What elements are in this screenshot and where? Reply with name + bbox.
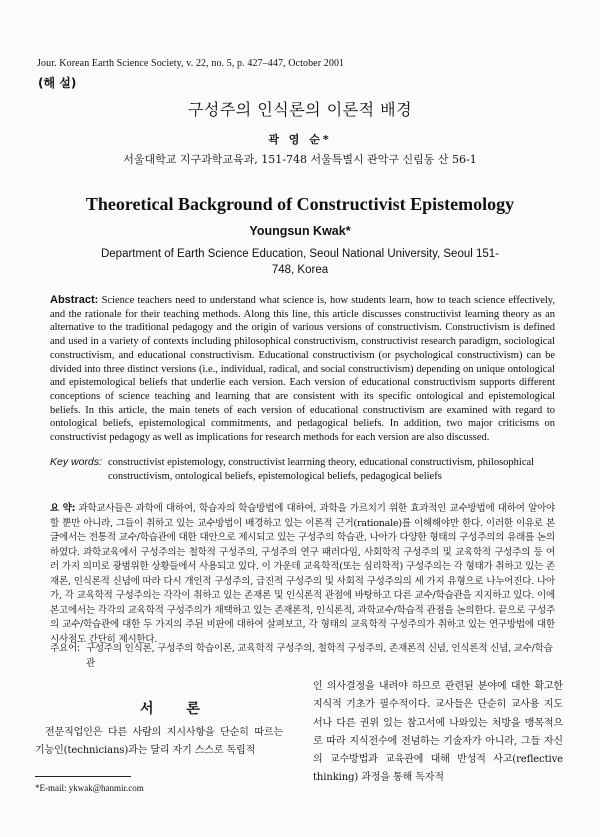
keywords-text: constructivist epistemology, constructivist learrning theory, educational constructivism, philosophical constructivism, ontological beliefs, epistemological beliefs, pedagogical beliefs	[107, 457, 535, 482]
abstract-text: Science teachers need to understand what science is, how students learn, how to teach science effectively, and the rationale for their teaching methods. Along this line, this article discusses constructivist learning theory as an alternative to the traditional pedagogy and the origin of various versions of constructivism. Constructivism is defined and used in a variety of contexts including philosophical constructivism, constructivist research paradigm, sociological constructivism, and educational constructivism. Educational constructivism (or psychological constructivism) can be divided into three distinct versions (i.e., individual, radical, and social constructivism) depending on unique ontological and epistemological beliefs that underlie each version. Each version of educational constructivism supports different conceptions of science teaching and learning that are consistent with its specific ontological and epistemological beliefs. In this article, the main tenets of each version of educational constructivism are examined with regard to ontological beliefs, epistemological commitments, and pedagogical beliefs. In addition, two major criticisms on constructivist pedagogy as well as implications for research methods for each version are also discussed.	[50, 295, 556, 444]
korean-abstract	[50, 502, 555, 647]
korean-abstract-label: 요 약:	[50, 503, 76, 514]
section-tag: (해 설)	[38, 76, 77, 90]
korean-keywords-label: 주요어:	[50, 643, 80, 654]
korean-affiliation: 서울대학교 지구과학교육과, 151-748 서울특별시 관악구 신림동 산 56-1	[123, 153, 477, 166]
korean-keywords-text: 구성주의 인식론, 구성주의 학습이론, 교육학적 구성주의, 철학적 구성주의, 존재론적 신념, 인식론적 신념, 교수/학습관	[85, 643, 553, 669]
footnote-email: *E-mail: ykwak@hanmir.com	[35, 783, 144, 793]
english-affiliation: Department of Earth Science Education, Seoul National University, Seoul 151-748, Korea	[100, 248, 500, 276]
keywords-label: Key words:	[50, 456, 102, 468]
abstract-label: Abstract:	[50, 294, 99, 306]
korean-abstract-text: 과학교사들은 과학에 대하여, 학습자의 학습방법에 대하여, 과학을 가르치기 위한 효과적인 교수방법에 대하여 알아야 할 뿐만 아니라, 그들이 취하고 있는 교수방법이 배경하고 있는 이론적 근거(rationale)를 이해해야만 한다. 이러한 이유로 본 글에서는 전통적 교수/학습관에 대한 대안으로 제시되고 있는 구성주의 학습관, 나아가 다양한 형태의 구성주의의 유래를 논의하였다. 과학교육에서 구성주의는 철학적 구성주의, 구성주의 연구 패러다임, 사회학적 구성주의 및 교육학적 구성주의 등 여러 가지 의미로 광범위한 상황들에서 사용되고 있다. 이 가운데 교육학적(또는 심리학적) 구성주의는 각 형태가 취하고 있는 존재론, 인식론적 신념에 따라 다시 개인적 구성주의, 급진적 구성주의 및 사회적 구성주의의 세 가지 유형으로 나누어진다. 나아가, 각 교육학적 구성주의는 각각이 취하고 있는 존재론 및 인식론적 관점에 바탕하고 다른 교수/학습관을 지지하고 있다. 이에 본고에서는 각각의 교육학적 구성주의가 채택하고 있는 존재론적, 인식론적, 과학교수/학습적 관점을 논의한다. 끝으로 구성주의 교수/학습관에 대한 두 가지의 주된 비판에 대하여 살펴보고, 각 형태의 교육학적 구성주의가 취하고 있는 연구방법에 대한 시사점도 간단히 제시한다.	[50, 503, 555, 645]
journal-citation: Jour. Korean Earth Science Society, v. 22, no. 5, p. 427–447, October 2001	[37, 58, 345, 69]
body-left-column: 전문직업인은 다른 사람의 지시사항을 단순히 따르는 기능인(technicians)과는 달리 자기 스스로 독립적	[35, 727, 283, 756]
body-right-column: 인 의사결정을 내려야 하므로 관련된 분야에 대한 확고한 지식적 기초가 필수적이다. 교사들은 단순히 교사용 지도서나 다른 권위 있는 참고서에 나와있는 처방을 맹목적으로 따라 지식전수에 전념하는 기술자가 아니라, 그들 자신의 교수방법과 교육관에 대해 반성적 사고(reflective thinking) 과정을 통해 독자적	[313, 681, 563, 784]
section-heading: 서 론	[140, 701, 214, 717]
korean-author: 곽 영 순*	[268, 133, 332, 146]
keywords	[50, 456, 555, 483]
korean-title: 구성주의 인식론의 이론적 배경	[187, 100, 413, 119]
korean-keywords	[50, 642, 555, 671]
footnote-divider	[35, 776, 131, 777]
abstract	[50, 294, 555, 445]
english-title: Theoretical Background of Constructivist Epistemology	[85, 194, 515, 214]
english-author: Youngsun Kwak*	[249, 224, 351, 238]
